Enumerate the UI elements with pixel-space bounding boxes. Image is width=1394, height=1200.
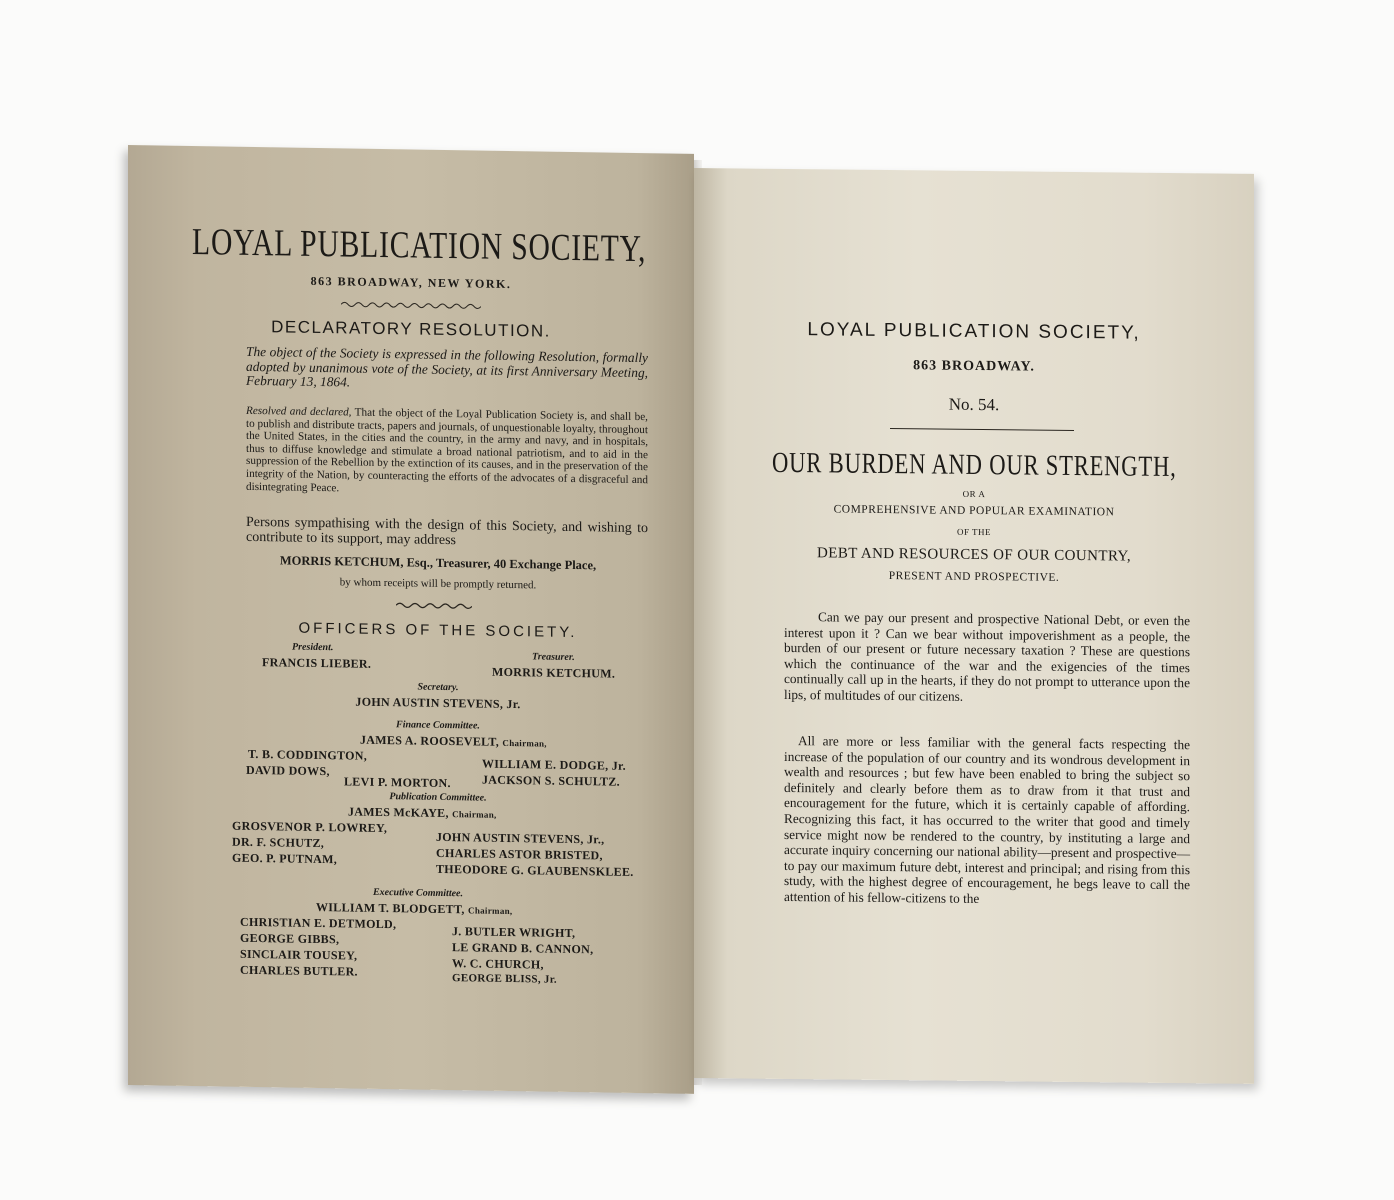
left-wavy-divider <box>341 300 481 310</box>
paragraph-1: Can we pay our present and prospective National Debt, or even the interest upon it ? Can we bear without impoverishment as a people, the burden of our present or future necessary taxation ? These are questions which the continuance of the war and the exigencies of the times continually call up in the hearts, if they do not prompt to utterance upon the lips, of multitudes of our citizens. <box>784 609 1190 704</box>
executive-member-left: CHARLES BUTLER. <box>240 962 358 979</box>
treasurer-name: MORRIS KETCHUM. <box>492 664 616 681</box>
executive-member-right: W. C. CHURCH, <box>452 956 544 972</box>
resolution-heading: DECLARATORY RESOLUTION. <box>271 317 551 341</box>
executive-member-left: SINCLAIR TOUSEY, <box>240 946 358 963</box>
president-name: FRANCIS LIEBER. <box>262 655 372 671</box>
finance-member: LEVI P. MORTON. <box>344 774 451 791</box>
treasurer-address: MORRIS KETCHUM, Esq., Treasurer, 40 Exchange Place, <box>279 553 597 573</box>
executive-member-right: GEORGE BLISS, Jr. <box>452 972 557 986</box>
main-title-wrap <box>694 446 1254 485</box>
publication-chair <box>348 804 497 821</box>
secretary-label: Secretary. <box>417 681 459 694</box>
right-address: 863 BROADWAY. <box>913 358 1035 375</box>
publication-member-left: GROSVENOR P. LOWREY, <box>232 818 388 836</box>
publication-label: Publication Committee. <box>389 791 487 804</box>
subtitle-1: COMPREHENSIVE AND POPULAR EXAMINATION <box>833 503 1115 519</box>
executive-chair <box>316 900 512 918</box>
paragraph-2: All are more or less familiar with the general facts respecting the increase of the population of our country and its wondrous development in wealth and resources ; but few have been enabled to bring the subject so definitely and clearly before them as to draw from it that trust and encouragement for the future, which it is certainly capable of affording. Recognizing this fact, it has occurred to the writer that good and timely service might now be rendered to the country, by instituting a large and accurate inquiry concerning our national ability—present and prospective—to pay our maximum future debt, interest and principal; and rising from this study, with the highest degree of encouragement, he begs leave to call the attention of his fellow-citizens to the <box>784 733 1190 906</box>
right-society-title: LOYAL PUBLICATION SOCIETY, <box>807 319 1141 344</box>
executive-member-left: GEORGE GIBBS, <box>240 930 340 947</box>
left-society-title: LOYAL PUBLICATION SOCIETY, <box>192 221 647 271</box>
publication-chairman-word: Chairman, <box>452 809 497 820</box>
left-society-title-wrap <box>128 219 694 272</box>
right-page <box>694 168 1254 1084</box>
finance-member: T. B. CODDINGTON, <box>248 746 368 763</box>
resolution-intro: The object of the Society is expressed in the following Resolution, formally adopted by unanimous vote of the Society, at its first Anniversary Meeting, February 13, 1864. <box>246 343 648 390</box>
publication-member-right: JOHN AUSTIN STEVENS, Jr., <box>436 829 605 847</box>
resolved-text: That the object of the Loyal Publication Society is, and shall be, to publish and distribute tracts, papers and journals, of unquestionable loyalty, throughout the United States, in the cities and the country, in the army and navy, and in hospitals, thus to diffuse knowledge and stimulate a broad national patriotism, and to aid in the suppression of the Rebellion by the extinction of its causes, and in the preservation of the integrity of the Nation, by counteracting the efforts of the advocates of a disgraceful and disintegrating Peace. <box>246 406 648 494</box>
publication-member-right: CHARLES ASTOR BRISTED, <box>436 845 603 863</box>
finance-chair-name: JAMES A. ROOSEVELT, <box>360 732 500 749</box>
finance-member: JACKSON S. SCHULTZ. <box>482 772 620 789</box>
executive-member-left: CHRISTIAN E. DETMOLD, <box>240 914 397 932</box>
publication-chair-name: JAMES McKAYE, <box>348 804 449 821</box>
executive-chairman-word: Chairman, <box>468 905 513 917</box>
or-a-text: OR A <box>962 488 986 500</box>
finance-chair <box>360 733 547 751</box>
publication-member-left: DR. F. SCHUTZ, <box>232 834 325 851</box>
left-address: 863 BROADWAY, NEW YORK. <box>310 273 512 292</box>
president-label: President. <box>292 641 334 654</box>
finance-member: WILLIAM E. DODGE, Jr. <box>482 756 626 773</box>
finance-member: DAVID DOWS, <box>246 762 330 779</box>
finance-chairman-word: Chairman, <box>502 737 547 749</box>
left-page <box>128 145 694 1094</box>
resolved-lead: Resolved and declared, <box>246 404 352 419</box>
executive-member-right: J. BUTLER WRIGHT, <box>452 924 576 941</box>
executive-member-right: LE GRAND B. CANNON, <box>452 940 594 957</box>
subtitle-3: PRESENT AND PROSPECTIVE. <box>888 570 1060 584</box>
receipts-text: by whom receipts will be promptly returned. <box>339 576 537 592</box>
secretary-name: JOHN AUSTIN STEVENS, Jr. <box>355 694 521 712</box>
subtitle-2: DEBT AND RESOURCES OF OUR COUNTRY, <box>817 545 1131 565</box>
right-rule <box>890 428 1074 431</box>
resolution-body <box>246 405 648 499</box>
officers-heading: OFFICERS OF THE SOCIETY. <box>298 619 578 642</box>
publication-member-left: GEO. P. PUTNAM, <box>232 850 338 867</box>
of-the-text: OF THE <box>956 526 992 538</box>
publication-member-right: THEODORE G. GLAUBENSKLEE. <box>436 861 634 879</box>
executive-chair-name: WILLIAM T. BLODGETT, <box>316 899 465 917</box>
finance-label: Finance Committee. <box>396 719 480 732</box>
persons-text: Persons sympathising with the design of this Society, and wishing to contribute to its support, may address <box>246 514 648 549</box>
tract-number: No. 54. <box>948 394 1000 415</box>
main-title: OUR BURDEN AND OUR STRENGTH, <box>771 446 1177 484</box>
treasurer-label: Treasurer. <box>532 651 575 664</box>
executive-label: Executive Committee. <box>373 886 463 900</box>
officers-wavy-divider <box>396 601 472 610</box>
